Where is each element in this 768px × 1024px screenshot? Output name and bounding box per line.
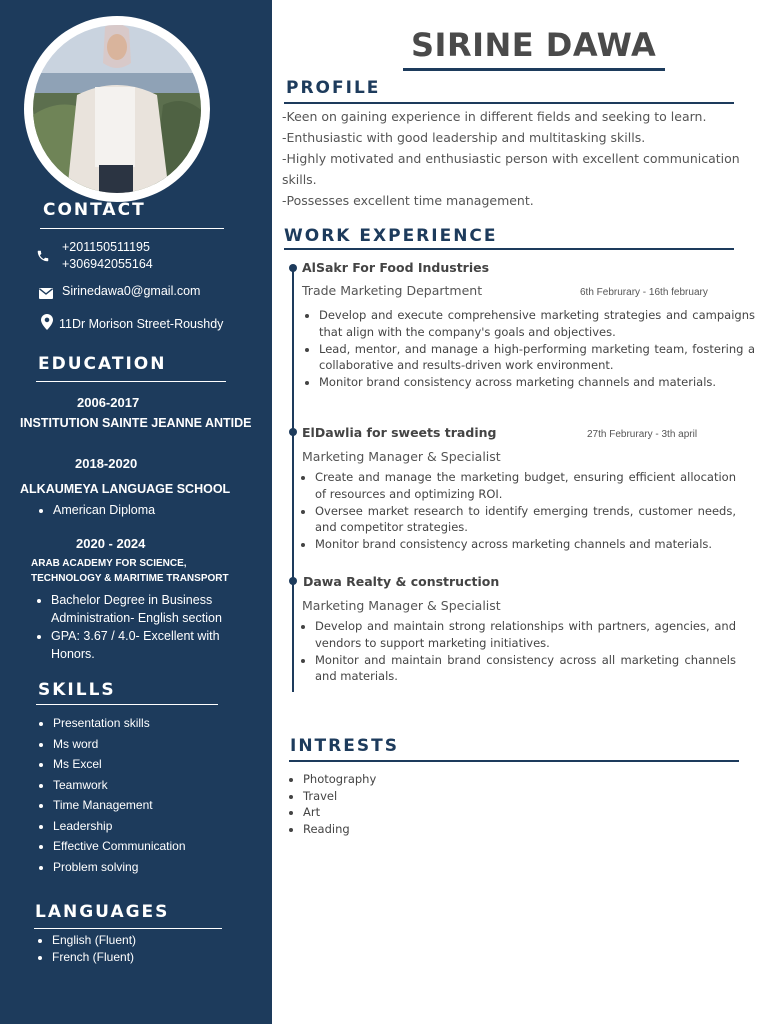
education-detail: • GPA: 3.67 / 4.0- Excellent with Honors. — [51, 627, 251, 663]
job-role-3: Marketing Manager & Specialist — [302, 598, 501, 613]
education-divider — [36, 381, 226, 382]
job-bullet: • Create and manage the marketing budget, ensuring efficient allocation of resources and optimizing ROI. — [315, 469, 736, 503]
education-details-3 — [35, 591, 251, 663]
job-bullet: • Monitor brand consistency across marketing channels and materials. — [315, 536, 736, 553]
skills-list — [37, 713, 186, 877]
phone-icon — [36, 248, 50, 262]
languages-heading: LANGUAGES — [35, 902, 170, 922]
envelope-icon — [39, 284, 53, 295]
skill-item: • Effective Communication — [53, 836, 186, 857]
contact-email: Sirinedawa0@gmail.com — [62, 284, 201, 298]
skills-heading: SKILLS — [38, 680, 116, 700]
interest-item: • Reading — [303, 821, 376, 838]
profile-heading: PROFILE — [286, 78, 381, 98]
interest-item: • Photography — [303, 771, 376, 788]
job-bullet: • Monitor brand consistency across marketing channels and materials. — [319, 374, 755, 391]
profile-text — [282, 106, 760, 211]
sidebar — [0, 0, 272, 1024]
contact-address: 11Dr Morison Street-Roushdy — [59, 317, 224, 331]
interest-item: • Art — [303, 804, 376, 821]
education-years-2: 2018-2020 — [75, 456, 138, 471]
languages-list — [36, 932, 136, 966]
work-heading: WORK EXPERIENCE — [284, 226, 498, 246]
timeline-dot — [289, 577, 297, 585]
job-bullet: • Lead, mentor, and manage a high-performing marketing team, fostering a collaborative and results-driven work environment. — [319, 341, 755, 375]
job-bullets-3 — [298, 618, 736, 685]
skills-divider — [36, 704, 218, 705]
job-role-2: Marketing Manager & Specialist — [302, 449, 501, 464]
job-company-2: ElDawlia for sweets trading — [302, 425, 497, 440]
skill-item: • Ms Excel — [53, 754, 186, 775]
contact-phone-1: +201150511195 — [62, 240, 150, 254]
profile-line: -Keen on gaining experience in different fields and seeking to learn. — [282, 109, 707, 124]
contact-divider — [40, 228, 224, 229]
profile-photo — [33, 25, 201, 193]
job-role-1: Trade Marketing Department — [302, 283, 483, 298]
job-company-1: AlSakr For Food Industries — [302, 260, 490, 275]
name-underline — [403, 68, 665, 71]
job-bullet: • Develop and maintain strong relationships with partners, agencies, and vendors to support marketing initiatives. — [315, 618, 736, 652]
language-item: • English (Fluent) — [52, 932, 136, 949]
job-bullets-2 — [298, 469, 736, 553]
skill-item: • Problem solving — [53, 857, 186, 878]
profile-divider — [284, 102, 734, 104]
job-bullet: • Monitor and maintain brand consistency across all marketing channels and materials. — [315, 652, 736, 686]
timeline-dot — [289, 428, 297, 436]
education-school-2: ALKAUMEYA LANGUAGE SCHOOL — [20, 482, 231, 496]
education-years-3: 2020 - 2024 — [76, 536, 146, 551]
job-bullets-1 — [302, 307, 755, 391]
candidate-name: SIRINE DAWA — [411, 26, 657, 64]
interests-divider — [289, 760, 739, 762]
interests-heading: INTRESTS — [290, 736, 399, 756]
languages-divider — [34, 928, 222, 929]
timeline-dot — [289, 264, 297, 272]
skill-item: • Time Management — [53, 795, 186, 816]
education-detail: • American Diploma — [53, 501, 155, 519]
job-date-2: 27th Februrary - 3th april — [587, 429, 698, 440]
work-divider — [284, 248, 734, 250]
profile-line: -Highly motivated and enthusiastic person with excellent communication skills. — [282, 151, 740, 187]
interests-list — [292, 771, 376, 837]
job-bullet: • Oversee market research to identify emerging trends, customer needs, and competitor strategies. — [315, 503, 736, 537]
education-school-3-line2: TECHNOLOGY & MARITIME TRANSPORT — [31, 573, 229, 584]
location-pin-icon — [41, 314, 53, 330]
timeline-line — [292, 266, 294, 692]
profile-line: -Enthusiastic with good leadership and multitasking skills. — [282, 130, 646, 145]
language-item: • French (Fluent) — [52, 949, 136, 966]
contact-heading: CONTACT — [43, 200, 146, 220]
education-school-1: INSTITUTION SAINTE JEANNE ANTIDE — [20, 416, 252, 430]
interest-item: • Travel — [303, 788, 376, 805]
skill-item: • Leadership — [53, 816, 186, 837]
education-years-1: 2006-2017 — [77, 395, 140, 410]
education-details-2 — [37, 501, 155, 519]
skill-item: • Teamwork — [53, 775, 186, 796]
contact-phone-2: +306942055164 — [62, 257, 153, 271]
profile-line: -Possesses excellent time management. — [282, 193, 534, 208]
job-company-3: Dawa Realty & construction — [303, 574, 500, 589]
education-heading: EDUCATION — [38, 354, 167, 374]
education-detail: • Bachelor Degree in Business Administration- English section — [51, 591, 251, 627]
job-bullet: • Develop and execute comprehensive marketing strategies and campaigns that align with the company's goals and objectives. — [319, 307, 755, 341]
skill-item: • Ms word — [53, 734, 186, 755]
skill-item: • Presentation skills — [53, 713, 186, 734]
education-school-3-line1: ARAB ACADEMY FOR SCIENCE, — [31, 558, 187, 569]
job-date-1: 6th Februrary - 16th february — [580, 287, 708, 298]
